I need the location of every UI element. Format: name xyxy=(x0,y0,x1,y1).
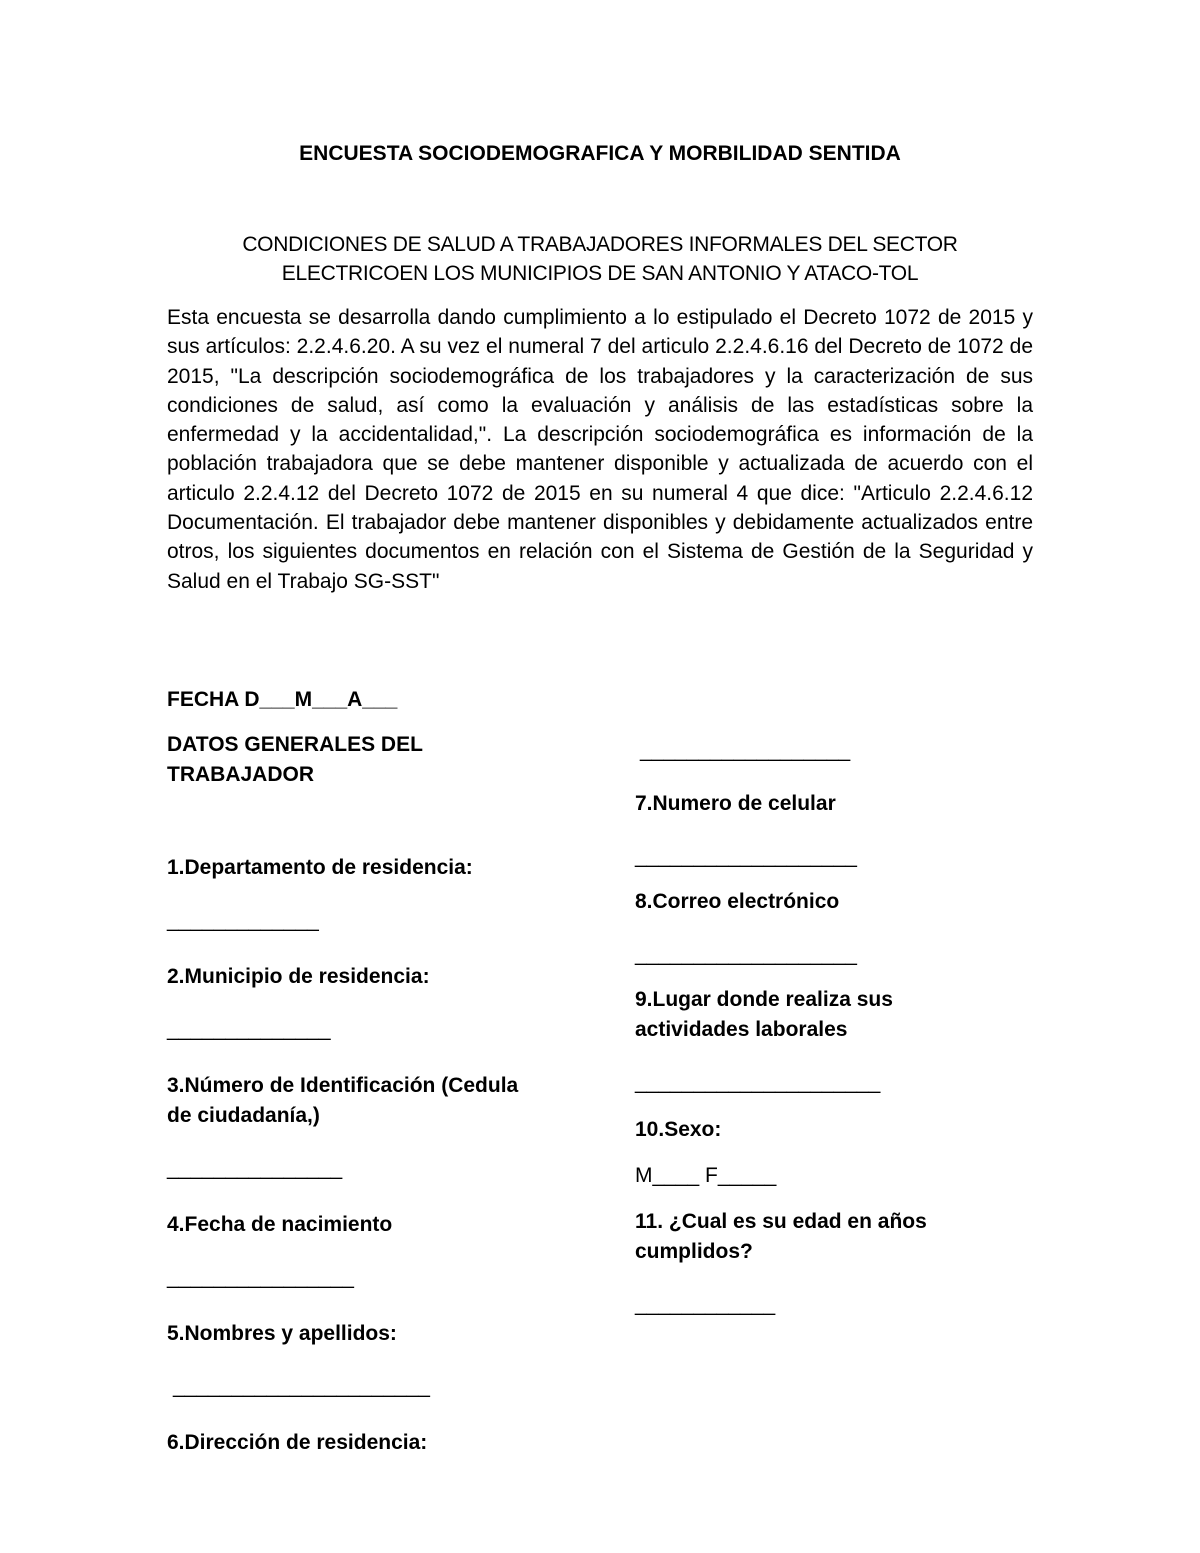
left-column xyxy=(167,730,597,1458)
q5-label: 5.Nombres y apellidos: xyxy=(167,1322,397,1345)
q8-blank[interactable]: ___________________ xyxy=(635,943,857,966)
q2-blank[interactable]: ______________ xyxy=(167,1018,331,1041)
q4-label: 4.Fecha de nacimiento xyxy=(167,1213,393,1236)
q9-blank[interactable]: _____________________ xyxy=(635,1071,881,1094)
q4-blank[interactable]: ________________ xyxy=(167,1266,354,1289)
document-subtitle xyxy=(150,230,1050,288)
q10-label: 10.Sexo: xyxy=(635,1118,722,1141)
datos-generales-line-2: TRABAJADOR xyxy=(167,763,314,786)
q3-label-line-2: de ciudadanía,) xyxy=(167,1104,320,1127)
intro-paragraph: Esta encuesta se desarrolla dando cumplimiento a lo estipulado el Decreto 1072 de 2015 y sus artículos: 2.2.4.6.20. A su vez el numeral 7 del articulo 2.2.4.6.16 del Decreto de 1072 de 2015, "La descripción sociodemográfica de los trabajadores y la caracterización de sus condiciones de salud, así como la evaluación y análisis de las estadísticas sobre la enfermedad y la accidentalidad,". La descripción sociodemográfica es información de la población trabajadora que se debe mantener disponible y actualizada de acuerdo con el articulo 2.2.4.12 del Decreto 1072 de 2015 en su numeral 4 que dice: "Articulo 2.2.4.6.12 Documentación. El trabajador debe mantener disponibles y debidamente actualizados entre otros, los siguientes documentos en relación con el Sistema de Gestión de la Seguridad y Salud en el Trabajo SG-SST" xyxy=(167,306,1033,593)
q6-blank[interactable]: __________________ xyxy=(640,739,851,762)
datos-generales-heading xyxy=(167,730,597,790)
q11-label-line-2: cumplidos? xyxy=(635,1240,753,1263)
q9-label xyxy=(635,985,1015,1045)
q3-label-line-1: 3.Número de Identificación (Cedula xyxy=(167,1074,519,1097)
document-title: ENCUESTA SOCIODEMOGRAFICA Y MORBILIDAD SENTIDA xyxy=(299,142,901,165)
q7-blank[interactable]: ___________________ xyxy=(635,845,857,868)
q3-label xyxy=(167,1071,597,1131)
q9-label-line-1: 9.Lugar donde realiza sus xyxy=(635,988,893,1011)
q11-label xyxy=(635,1207,1015,1267)
q1-blank[interactable]: _____________ xyxy=(167,909,319,932)
subtitle-line-2: ELECTRICOEN LOS MUNICIPIOS DE SAN ANTONIO Y ATACO-TOL xyxy=(281,262,919,285)
q11-blank[interactable]: ____________ xyxy=(635,1293,776,1316)
q7-label: 7.Numero de celular xyxy=(635,792,836,815)
right-column xyxy=(635,736,1015,1320)
subtitle-line-1: CONDICIONES DE SALUD A TRABAJADORES INFORMALES DEL SECTOR xyxy=(242,233,958,256)
q10-sex-options[interactable]: M____ F_____ xyxy=(635,1164,777,1187)
q11-label-line-1: 11. ¿Cual es su edad en años xyxy=(635,1210,927,1233)
q6-label: 6.Dirección de residencia: xyxy=(167,1431,428,1454)
q1-label: 1.Departamento de residencia: xyxy=(167,856,473,879)
q5-blank[interactable]: ______________________ xyxy=(173,1375,430,1398)
datos-generales-line-1: DATOS GENERALES DEL xyxy=(167,733,423,756)
fecha-field: FECHA D___M___A___ xyxy=(167,688,398,711)
q9-label-line-2: actividades laborales xyxy=(635,1018,848,1041)
q3-blank[interactable]: _______________ xyxy=(167,1157,343,1180)
q8-label: 8.Correo electrónico xyxy=(635,890,840,913)
q2-label: 2.Municipio de residencia: xyxy=(167,965,430,988)
